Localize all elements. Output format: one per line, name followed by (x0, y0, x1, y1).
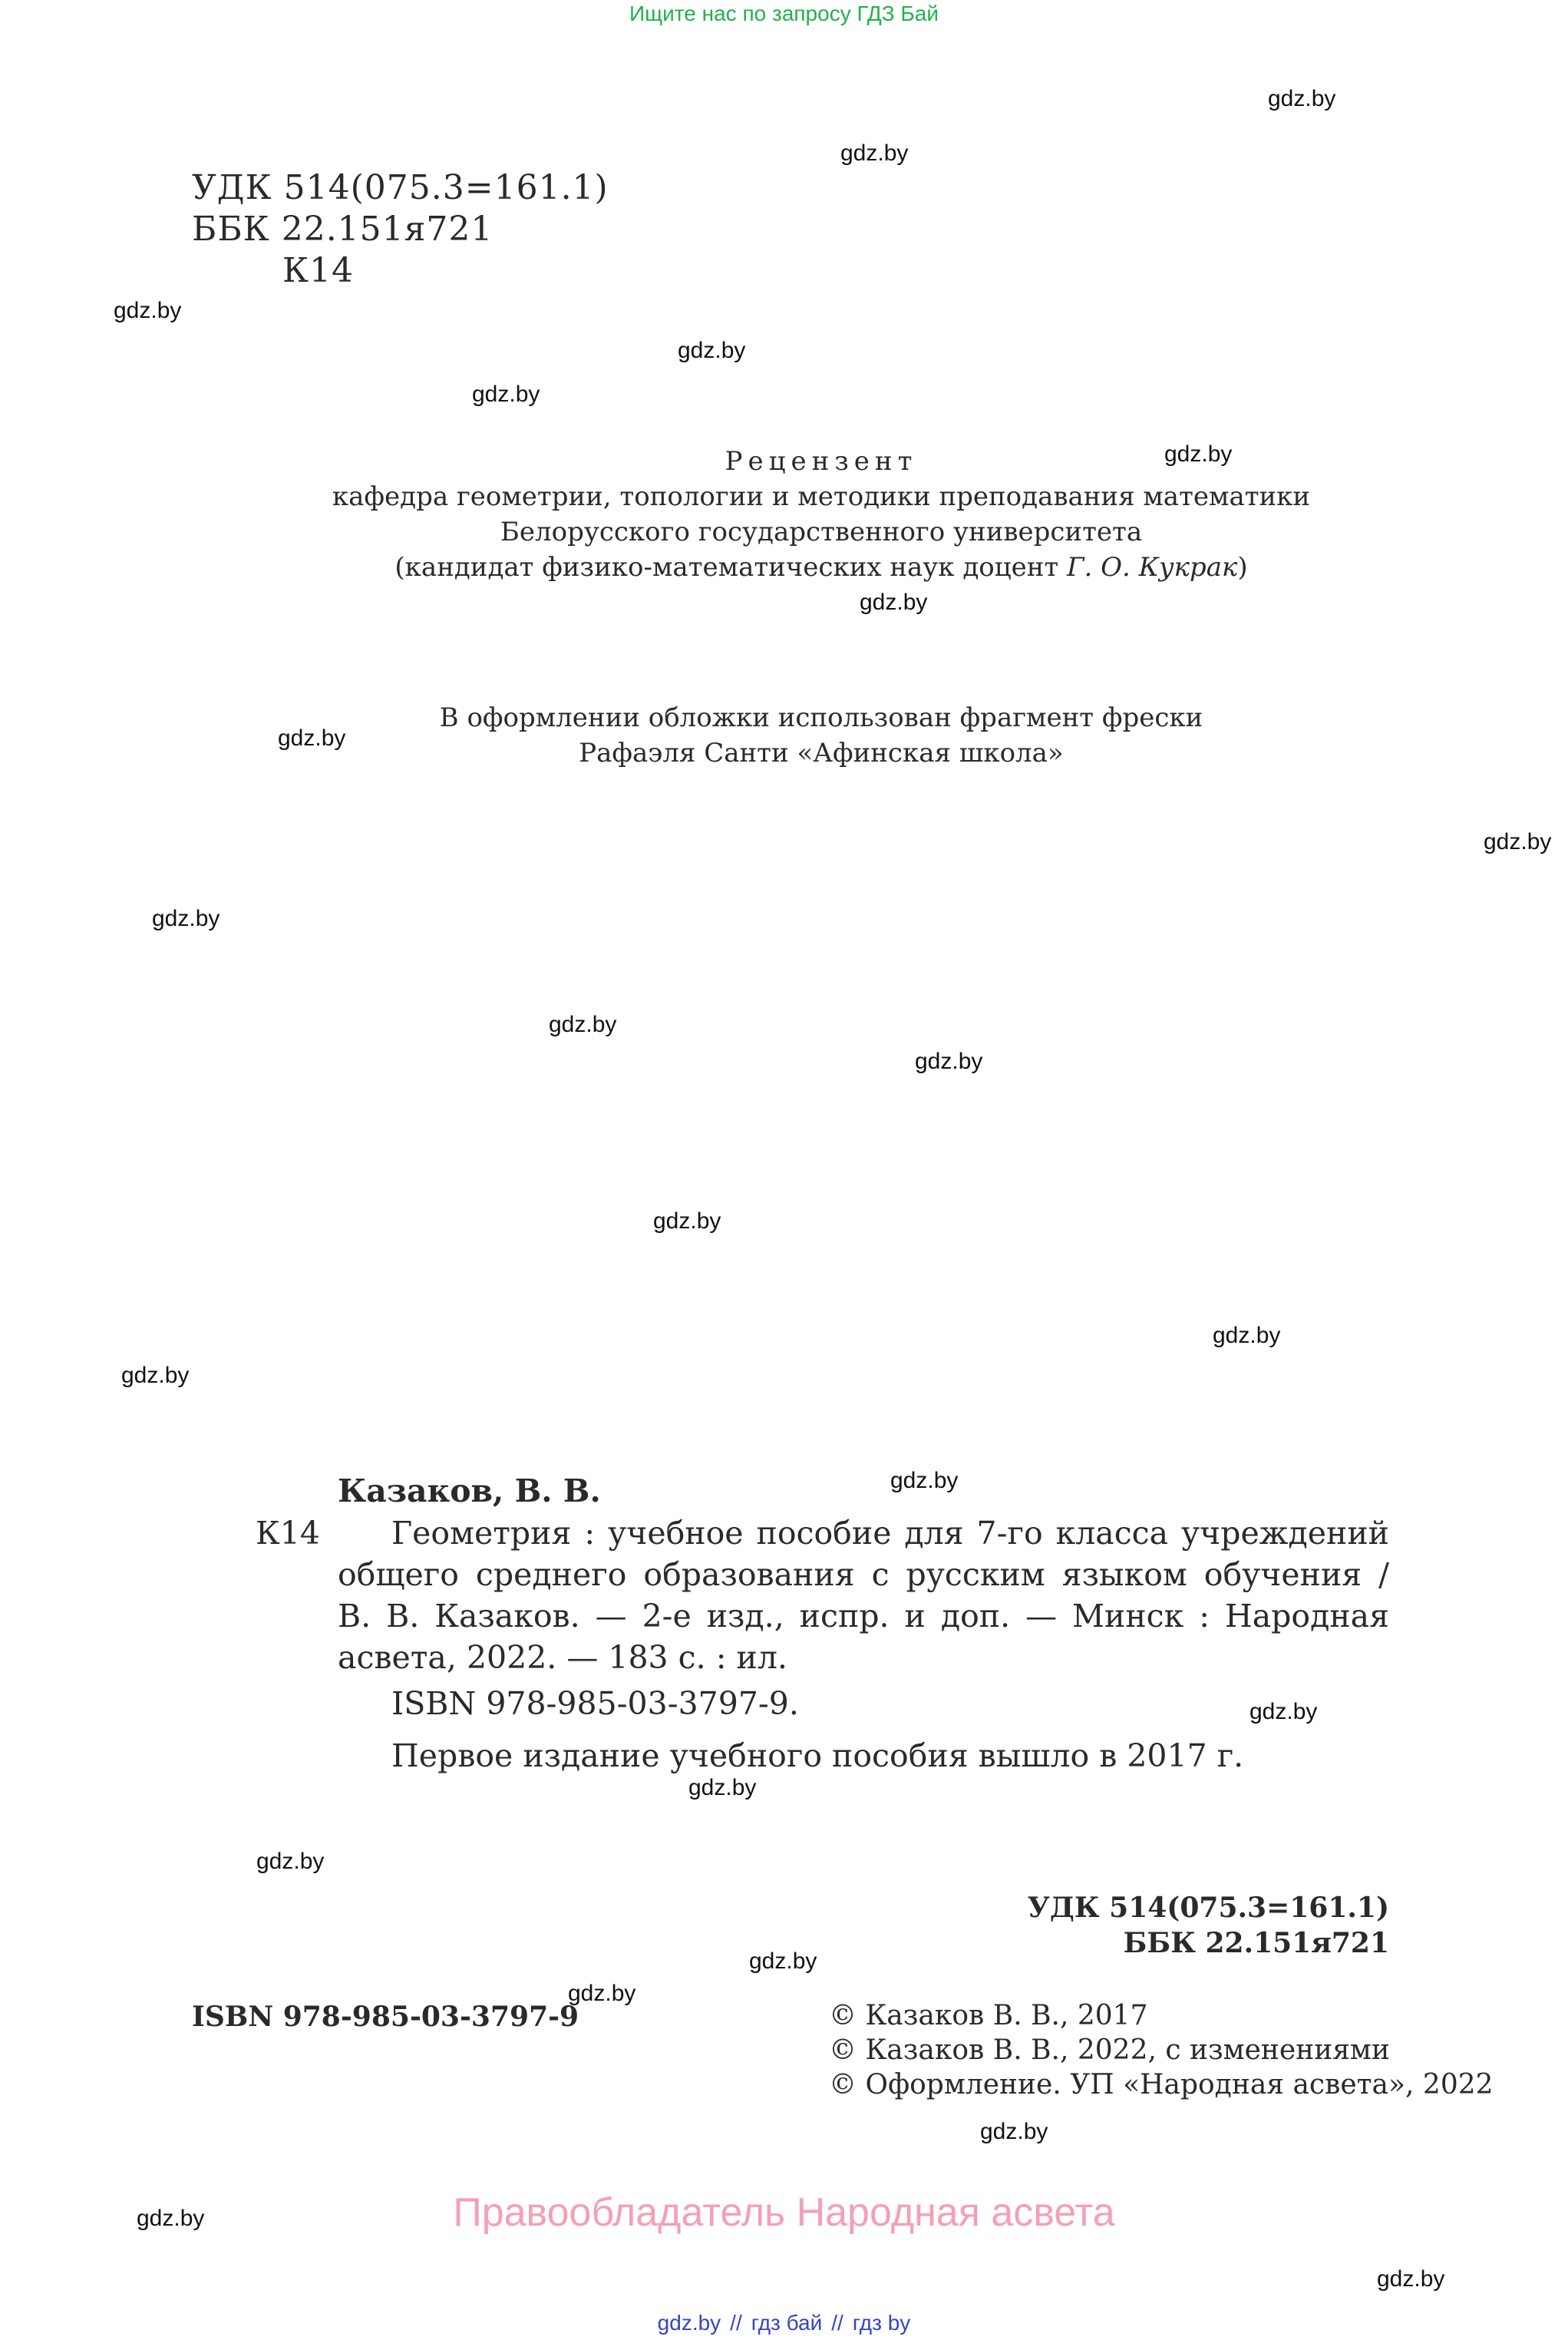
bib-line: общего среднего образования с русским языком обучения / (338, 1556, 1389, 1593)
watermark: gdz.by (1377, 2266, 1445, 2292)
watermark: gdz.by (860, 590, 928, 615)
reviewer-person (192, 550, 1451, 585)
watermark: gdz.by (1268, 86, 1336, 111)
udk-code: УДК 514(075.3=161.1) (192, 168, 609, 207)
watermark: gdz.by (152, 906, 220, 931)
copyright-line: © Казаков В. В., 2022, с изменениями (829, 2034, 1390, 2066)
watermark: gdz.by (678, 338, 746, 363)
footer-link-gdz-bay[interactable]: гдз бай (751, 2311, 823, 2335)
watermark: gdz.by (137, 2206, 205, 2231)
first-edition-note: Первое издание учебного пособия вышло в 2017 г. (391, 1737, 1244, 1774)
bottom-classification (1028, 1890, 1389, 1961)
isbn-bottom: ISBN 978-985-03-3797-9 (192, 2001, 579, 2033)
bib-author: Казаков, В. В. (338, 1472, 601, 1509)
cover-note (192, 700, 1451, 771)
author-mark: К14 (282, 251, 355, 290)
reviewer-degree: (кандидат физико-математических наук доцент (394, 552, 1068, 583)
bib-description (338, 1512, 1389, 1678)
watermark: gdz.by (1484, 829, 1552, 854)
watermark: gdz.by (915, 1049, 983, 1074)
watermark: gdz.by (749, 1948, 817, 1974)
bib-mark: К14 (256, 1515, 320, 1552)
watermark: gdz.by (114, 298, 182, 323)
reviewer-close-paren: ) (1237, 552, 1248, 583)
footer-separator: // (730, 2311, 742, 2335)
reviewer-title: Рецензент (725, 446, 918, 477)
copyright-line: © Оформление. УП «Народная асвета», 2022 (829, 2069, 1494, 2100)
bottom-udk: УДК 514(075.3=161.1) (1027, 1892, 1389, 1924)
watermark: gdz.by (568, 1981, 636, 2006)
bottom-bbk: ББК 22.151я721 (1123, 1927, 1389, 1959)
watermark: gdz.by (121, 1363, 190, 1388)
watermark: gdz.by (1249, 1699, 1318, 1724)
footer-separator: // (831, 2311, 843, 2335)
bib-line: Геометрия : учебное пособие для 7-го класса учреждений (391, 1515, 1389, 1552)
watermark: gdz.by (1213, 1323, 1281, 1348)
reviewer-name: Г. О. Кукрак (1067, 552, 1238, 583)
cover-note-line2: Рафаэля Санти «Афинская школа» (579, 738, 1064, 768)
footer-link-gdz-by-cyr[interactable]: гдз by (852, 2311, 911, 2335)
bbk-code: ББК 22.151я721 (192, 210, 494, 249)
watermark: gdz.by (549, 1012, 617, 1037)
watermark: gdz.by (256, 1849, 325, 1874)
copyright-block (829, 1998, 1494, 2102)
watermark: gdz.by (653, 1208, 721, 1234)
footer-link-gdz-by[interactable]: gdz.by (657, 2311, 721, 2335)
bib-line: асвета, 2022. — 183 с. : ил. (338, 1639, 787, 1676)
watermark: gdz.by (890, 1468, 959, 1493)
cover-note-line1: В оформлении обложки использован фрагмент фрески (439, 702, 1203, 733)
watermark: gdz.by (980, 2119, 1048, 2144)
watermark: gdz.by (840, 140, 909, 166)
copyright-line: © Казаков В. В., 2017 (829, 2000, 1148, 2031)
watermark: gdz.by (1164, 441, 1233, 467)
rights-holder-notice: Правообладатель Народная асвета (453, 2190, 1115, 2235)
watermark: gdz.by (278, 725, 346, 751)
search-hint-link[interactable]: Ищите нас по запросу ГДЗ Бай (629, 2, 939, 25)
watermark: gdz.by (472, 382, 540, 407)
watermark: gdz.by (688, 1775, 757, 1800)
reviewer-university: Белорусского государственного университета (500, 517, 1143, 547)
bib-line: В. В. Казаков. — 2-е изд., испр. и доп. — Минск : Народная (338, 1598, 1389, 1634)
bib-isbn: ISBN 978-985-03-3797-9. (391, 1685, 799, 1722)
reviewer-department: кафедра геометрии, топологии и методики преподавания математики (332, 481, 1311, 512)
footer-links (0, 2311, 1568, 2335)
reviewer-section (192, 444, 1451, 585)
